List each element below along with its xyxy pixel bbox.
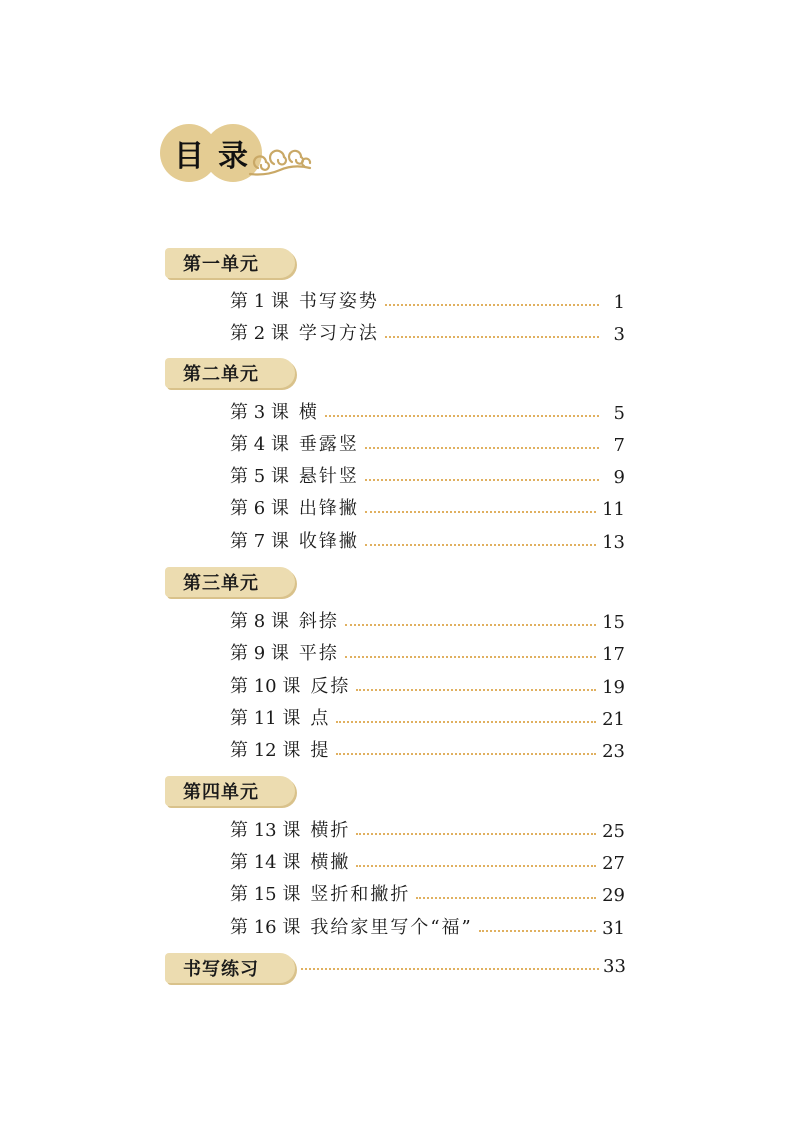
lesson-number: 第 11 课: [230, 708, 301, 729]
lesson-title: 反捺: [310, 676, 351, 697]
practice-label: 书写练习: [165, 953, 295, 983]
unit-label: 第四单元: [165, 776, 295, 806]
dot-leader: [356, 689, 596, 691]
lesson-entry[interactable]: [230, 525, 625, 553]
lesson-entry[interactable]: [230, 734, 625, 762]
lesson-number: 第 16 课: [230, 917, 301, 938]
dot-leader: [345, 656, 596, 658]
lesson-number: 第 9 课: [230, 643, 289, 664]
lesson-title: 学习方法: [298, 323, 379, 344]
dot-leader: [365, 544, 596, 546]
dot-leader: [345, 624, 596, 626]
lesson-number: 第 10 课: [230, 676, 301, 697]
lesson-entry[interactable]: [230, 317, 625, 345]
unit-header: [165, 248, 295, 278]
lesson-number: 第 4 课: [230, 434, 289, 455]
lesson-number: 第 6 课: [230, 498, 289, 519]
toc-title: [160, 120, 320, 190]
lesson-number: 第 5 课: [230, 466, 289, 487]
lesson-entry[interactable]: [230, 605, 625, 633]
lesson-title: 竖折和撇折: [310, 884, 411, 905]
dot-leader: [365, 511, 596, 513]
lesson-entry[interactable]: [230, 428, 625, 456]
page-number: 3: [613, 324, 625, 345]
lesson-number: 第 15 课: [230, 884, 301, 905]
dot-leader: [365, 447, 599, 449]
dot-leader: [385, 336, 599, 338]
lesson-number: 第 8 课: [230, 611, 289, 632]
dot-leader: [416, 897, 596, 899]
unit-label: 第一单元: [165, 248, 295, 278]
unit-header: [165, 776, 295, 806]
lesson-number: 第 12 课: [230, 740, 301, 761]
lesson-title: 横: [298, 402, 319, 423]
dot-leader: [336, 753, 596, 755]
page-number: 23: [602, 741, 625, 762]
lesson-number: 第 1 课: [230, 291, 289, 312]
dot-leader: [301, 968, 599, 970]
page-number: 17: [602, 644, 625, 665]
lesson-number: 第 7 课: [230, 531, 289, 552]
lesson-entry[interactable]: [230, 702, 625, 730]
dot-leader: [356, 865, 596, 867]
unit-header: [165, 358, 295, 388]
lesson-entry[interactable]: [230, 285, 625, 313]
unit-label: 第三单元: [165, 567, 295, 597]
unit-label: 第二单元: [165, 358, 295, 388]
page-number: 25: [602, 821, 625, 842]
page-number: 27: [602, 853, 625, 874]
dot-leader: [365, 479, 599, 481]
lesson-entry[interactable]: [230, 911, 625, 939]
lesson-title: 提: [310, 740, 331, 761]
page-number: 31: [602, 918, 625, 939]
page-number: 15: [602, 612, 625, 633]
lesson-title: 出锋撇: [298, 498, 359, 519]
title-char-lu: 录: [204, 124, 262, 182]
page-number: 11: [602, 499, 625, 520]
lesson-number: 第 14 课: [230, 852, 301, 873]
lesson-title: 垂露竖: [298, 434, 359, 455]
cloud-ornament-icon: [246, 140, 316, 180]
lesson-entry[interactable]: [230, 492, 625, 520]
page-number: 1: [613, 292, 625, 313]
lesson-number: 第 13 课: [230, 820, 301, 841]
dot-leader: [385, 304, 599, 306]
lesson-title: 书写姿势: [298, 291, 379, 312]
title-char-mu: 目: [160, 124, 218, 182]
page-number: 33: [603, 956, 626, 977]
lesson-entry[interactable]: [230, 396, 625, 424]
lesson-title: 横撇: [310, 852, 351, 873]
lesson-entry[interactable]: [230, 878, 625, 906]
page-number: 21: [602, 709, 625, 730]
lesson-entry[interactable]: [230, 846, 625, 874]
lesson-title: 斜捺: [298, 611, 339, 632]
page-number: 19: [602, 677, 625, 698]
lesson-title: 我给家里写个“福”: [310, 917, 473, 938]
page-number: 13: [602, 532, 625, 553]
page-number: 5: [613, 403, 625, 424]
lesson-title: 横折: [310, 820, 351, 841]
lesson-title: 悬针竖: [298, 466, 359, 487]
dot-leader: [356, 833, 596, 835]
lesson-entry[interactable]: [230, 460, 625, 488]
lesson-title: 收锋撇: [298, 531, 359, 552]
dot-leader: [336, 721, 596, 723]
unit-header: [165, 567, 295, 597]
lesson-title: 点: [310, 708, 331, 729]
page-number: 9: [613, 467, 625, 488]
page-number: 29: [602, 885, 625, 906]
lesson-number: 第 3 课: [230, 402, 289, 423]
lesson-title: 平捺: [298, 643, 339, 664]
lesson-entry[interactable]: [230, 670, 625, 698]
dot-leader: [325, 415, 599, 417]
dot-leader: [479, 930, 596, 932]
lesson-entry[interactable]: [230, 814, 625, 842]
lesson-number: 第 2 课: [230, 323, 289, 344]
lesson-entry[interactable]: [230, 637, 625, 665]
practice-entry[interactable]: [165, 953, 626, 983]
page-number: 7: [613, 435, 625, 456]
